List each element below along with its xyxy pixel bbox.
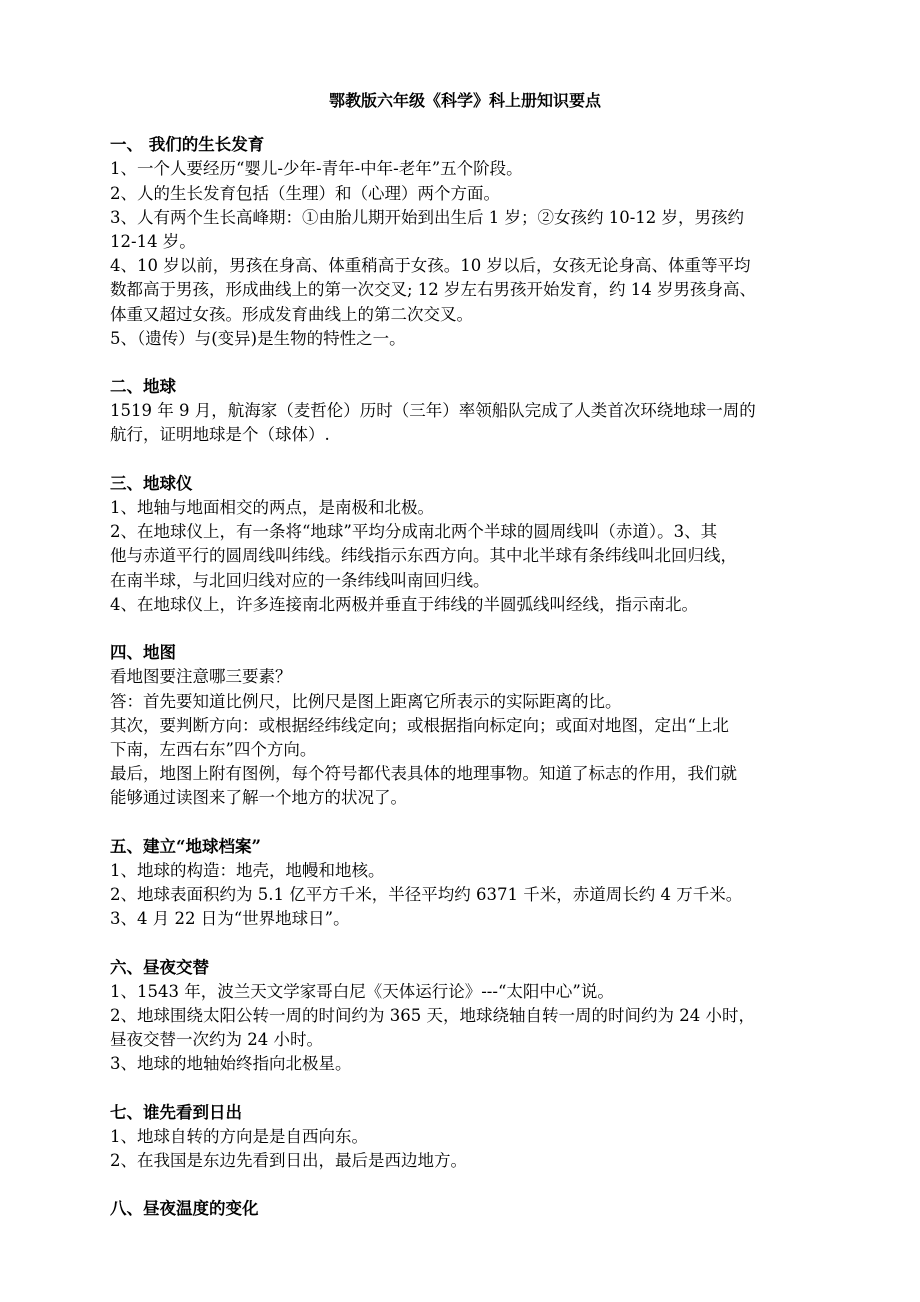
text-line: 2、在我国是东边先看到日出，最后是西边地方。 [110, 1151, 467, 1171]
section-heading: 六、昼夜交替 [110, 957, 209, 977]
text-line: 2、地球围绕太阳公转一周的时间约为 365 天，地球绕轴自转一周的时间约为 24 小时， [110, 1005, 755, 1025]
text-line: 3、人有两个生长高峰期：①由胎儿期开始到出生后 1 岁；②女孩约 10-12 岁，男孩约 [110, 207, 745, 227]
text-line: 航行，证明地球是个（球体）. [110, 425, 330, 445]
text-line: 最后，地图上附有图例，每个符号都代表具体的地理事物。知道了标志的作用，我们就 [110, 764, 737, 784]
section-heading: 七、谁先看到日出 [110, 1102, 242, 1122]
text-line: 1、1543 年，波兰天文学家哥白尼《天体运行论》---“太阳中心”说。 [110, 981, 614, 1001]
text-line: 1、地球的构造：地壳，地幔和地核。 [110, 860, 385, 880]
text-line: 2、在地球仪上，有一条将“地球”平均分成南北两个半球的圆周线叫（赤道）。3、其 [110, 522, 718, 542]
section [110, 641, 810, 810]
section [110, 835, 810, 932]
document-title: 鄂教版六年级《科学》科上册知识要点 [328, 91, 601, 110]
text-line: 1、地球自转的方向是是自西向东。 [110, 1126, 368, 1146]
text-line: 看地图要注意哪三要素？ [110, 667, 292, 687]
section-heading: 二、地球 [110, 377, 176, 397]
text-line: 1519 年 9 月，航海家（麦哲伦）历时（三年）率领船队完成了人类首次环绕地球一周的 [110, 401, 756, 421]
section [110, 375, 810, 448]
section [110, 1101, 810, 1174]
section-heading: 三、地球仪 [110, 473, 193, 493]
text-line: 数都高于男孩，形成曲线上的第一次交叉; 12 岁左右男孩开始发育，约 14 岁男孩身高、 [110, 280, 757, 300]
text-line: 能够通过读图来了解一个地方的状况了。 [110, 788, 407, 808]
text-line: 3、地球的地轴始终指向北极星。 [110, 1054, 352, 1074]
text-line: 他与赤道平行的圆周线叫纬线。纬线指示东西方向。其中北半球有条纬线叫北回归线， [110, 546, 737, 566]
section-heading: 八、昼夜温度的变化 [110, 1199, 259, 1219]
document-page [110, 89, 810, 1246]
text-line: 4、在地球仪上，许多连接南北两极并垂直于纬线的半圆弧线叫经线，指示南北。 [110, 594, 698, 614]
text-line: 4、10 岁以前，男孩在身高、体重稍高于女孩。10 岁以后，女孩无论身高、体重等平均 [110, 256, 751, 276]
text-line: 答：首先要知道比例尺，比例尺是图上距离它所表示的实际距离的比。 [110, 691, 622, 711]
section [110, 1197, 810, 1221]
section-heading: 五、建立“地球档案” [110, 836, 261, 856]
text-line: 1、一个人要经历“婴儿-少年-青年-中年-老年”五个阶段。 [110, 159, 523, 179]
text-line: 在南半球，与北回归线对应的一条纬线叫南回归线。 [110, 570, 490, 590]
text-line: 昼夜交替一次约为 24 小时。 [110, 1030, 323, 1050]
text-line: 下南，左西右东”四个方向。 [110, 739, 317, 759]
text-line: 1、地轴与地面相交的两点，是南极和北极。 [110, 498, 434, 517]
section-heading: 一、 我们的生长发育 [110, 135, 265, 155]
text-line: 2、地球表面积约为 5.1 亿平方千米，半径平均约 6371 千米，赤道周长约 4 万千米。 [110, 885, 743, 904]
text-line: 12-14 岁。 [110, 231, 196, 251]
section [110, 956, 810, 1077]
section [110, 133, 810, 351]
text-line: 5、（遗传）与(变异)是生物的特性之一。 [110, 328, 406, 348]
text-line: 3、4 月 22 日为“世界地球日”。 [110, 909, 350, 929]
text-line: 2、人的生长发育包括（生理）和（心理）两个方面。 [110, 183, 500, 203]
text-line: 体重又超过女孩。形成发育曲线上的第二次交叉。 [110, 304, 473, 324]
section [110, 472, 810, 617]
text-line: 其次，要判断方向：或根据经纬线定向；或根据指向标定向；或面对地图，定出“上北 [110, 715, 729, 735]
sections-container [110, 133, 810, 1221]
section-heading: 四、地图 [110, 643, 176, 663]
